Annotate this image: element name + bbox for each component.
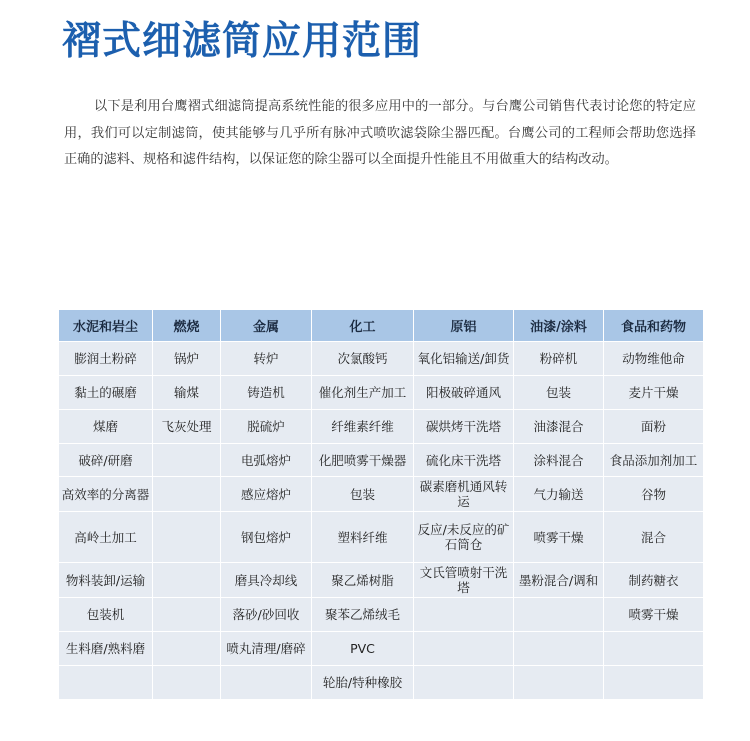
- header-cement-rock: 水泥和岩尘: [59, 310, 152, 341]
- table-cell: PVC: [312, 632, 413, 665]
- table-row: [59, 342, 703, 375]
- table-header-row: [59, 310, 703, 341]
- table-cell: 脱硫炉: [221, 410, 311, 443]
- table-cell: [153, 666, 220, 699]
- table-cell: 磨具冷却线: [221, 563, 311, 597]
- table-cell: [153, 632, 220, 665]
- table-cell: 油漆混合: [514, 410, 603, 443]
- header-food-pharma: 食品和药物: [604, 310, 703, 341]
- table-cell: 输煤: [153, 376, 220, 409]
- table-cell: 文氏管喷射干洗塔: [414, 563, 513, 597]
- table-cell: 涂料混合: [514, 444, 603, 476]
- table-cell: [153, 563, 220, 597]
- table-cell: 气力输送: [514, 477, 603, 511]
- table-cell: 谷物: [604, 477, 703, 511]
- table-cell: 包装机: [59, 598, 152, 631]
- table-cell: 落砂/砂回收: [221, 598, 311, 631]
- table-cell: 聚乙烯树脂: [312, 563, 413, 597]
- table-cell: 铸造机: [221, 376, 311, 409]
- table-cell: 面粉: [604, 410, 703, 443]
- table-cell: 高效率的分离器: [59, 477, 152, 511]
- table-cell: [414, 632, 513, 665]
- table-row: [59, 666, 703, 699]
- table-cell: 感应熔炉: [221, 477, 311, 511]
- header-paint-coatings: 油漆/涂料: [514, 310, 603, 341]
- table-cell: [604, 666, 703, 699]
- table-row: [59, 512, 703, 562]
- table-cell: 麦片干燥: [604, 376, 703, 409]
- table-row: [59, 477, 703, 511]
- table-cell: [604, 632, 703, 665]
- table-cell: 混合: [604, 512, 703, 562]
- table-cell: 黏土的碾磨: [59, 376, 152, 409]
- table-cell: 包装: [514, 376, 603, 409]
- table-cell: [514, 598, 603, 631]
- table-cell: [514, 632, 603, 665]
- table-cell: 硫化床干洗塔: [414, 444, 513, 476]
- table-row: [59, 376, 703, 409]
- table-cell: 碳烘烤干洗塔: [414, 410, 513, 443]
- table-cell: 碳素磨机通风转运: [414, 477, 513, 511]
- table-cell: [153, 512, 220, 562]
- table-cell: 生料磨/熟料磨: [59, 632, 152, 665]
- header-combustion: 燃烧: [153, 310, 220, 341]
- table-cell: 喷丸清理/磨碎: [221, 632, 311, 665]
- application-table: [58, 309, 704, 700]
- table-cell: 阳极破碎通风: [414, 376, 513, 409]
- table-cell: [153, 444, 220, 476]
- table-cell: 反应/未反应的矿石筒仓: [414, 512, 513, 562]
- table-row: [59, 410, 703, 443]
- table-cell: [414, 666, 513, 699]
- table-cell: 墨粉混合/调和: [514, 563, 603, 597]
- table-cell: 物料装卸/运输: [59, 563, 152, 597]
- table-cell: 膨润土粉碎: [59, 342, 152, 375]
- header-chemicals: 化工: [312, 310, 413, 341]
- table-row: [59, 632, 703, 665]
- table-cell: [514, 666, 603, 699]
- table-cell: 锅炉: [153, 342, 220, 375]
- table-cell: [414, 598, 513, 631]
- table-cell: 制药糖衣: [604, 563, 703, 597]
- intro-paragraph: 以下是利用台鹰褶式细滤筒提高系统性能的很多应用中的一部分。与台鹰公司销售代表讨论您的特定应用，我们可以定制滤筒，使其能够与几乎所有脉冲式喷吹滤袋除尘器匹配。台鹰公司的工程师会帮助您选择正确的滤料、规格和滤件结构，以保证您的除尘器可以全面提升性能且不用做重大的结构改动。: [64, 99, 696, 167]
- table-row: [59, 444, 703, 476]
- table-cell: 食品添加剂加工: [604, 444, 703, 476]
- table-row: [59, 598, 703, 631]
- table-cell: 喷雾干燥: [514, 512, 603, 562]
- table-cell: 纤维素纤维: [312, 410, 413, 443]
- table-cell: [153, 598, 220, 631]
- table-cell: 破碎/研磨: [59, 444, 152, 476]
- table-cell: 高岭土加工: [59, 512, 152, 562]
- table-cell: 氧化铝输送/卸货: [414, 342, 513, 375]
- table-cell: 次氯酸钙: [312, 342, 413, 375]
- table-cell: 飞灰处理: [153, 410, 220, 443]
- table-cell: 喷雾干燥: [604, 598, 703, 631]
- table-cell: 转炉: [221, 342, 311, 375]
- table-cell: 催化剂生产加工: [312, 376, 413, 409]
- page-title: 褶式细滤筒应用范围: [62, 19, 423, 64]
- table-cell: 粉碎机: [514, 342, 603, 375]
- header-metals: 金属: [221, 310, 311, 341]
- header-primary-aluminum: 原铝: [414, 310, 513, 341]
- table-cell: [153, 477, 220, 511]
- table-cell: 钢包熔炉: [221, 512, 311, 562]
- table-cell: 聚苯乙烯绒毛: [312, 598, 413, 631]
- table-cell: 煤磨: [59, 410, 152, 443]
- table-cell: [59, 666, 152, 699]
- table-cell: 轮胎/特种橡胶: [312, 666, 413, 699]
- table-row: [59, 563, 703, 597]
- table-cell: 动物维他命: [604, 342, 703, 375]
- table-cell: 包装: [312, 477, 413, 511]
- table-cell: 塑料纤维: [312, 512, 413, 562]
- table-cell: [221, 666, 311, 699]
- table-cell: 化肥喷雾干燥器: [312, 444, 413, 476]
- table-cell: 电弧熔炉: [221, 444, 311, 476]
